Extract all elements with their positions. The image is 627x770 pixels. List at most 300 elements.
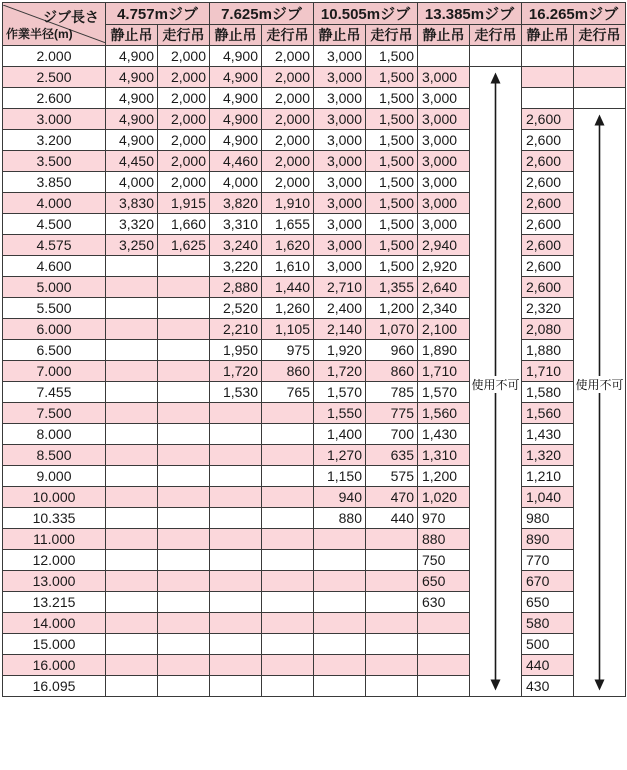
static-lift-header: 静止吊	[106, 25, 158, 46]
unusable-cell	[470, 403, 522, 424]
load-value-cell: 3,250	[106, 235, 158, 256]
empty-cell	[106, 571, 158, 592]
load-value-cell: 2,000	[262, 172, 314, 193]
empty-cell	[418, 46, 470, 67]
table-row	[3, 592, 626, 613]
load-value-cell: 750	[418, 550, 470, 571]
load-value-cell: 1,570	[418, 382, 470, 403]
table-row	[3, 676, 626, 697]
unusable-cell	[470, 235, 522, 256]
load-value-cell: 975	[262, 340, 314, 361]
work-radius-cell: 2.600	[3, 88, 106, 109]
unusable-cell	[574, 571, 626, 592]
empty-cell	[314, 550, 366, 571]
unusable-cell	[574, 172, 626, 193]
work-radius-label: 作業半径(m)	[6, 27, 73, 41]
unusable-cell	[470, 256, 522, 277]
unusable-cell	[470, 634, 522, 655]
work-radius-cell: 3.000	[3, 109, 106, 130]
load-value-cell: 2,000	[262, 109, 314, 130]
unusable-cell	[470, 571, 522, 592]
load-value-cell: 2,940	[418, 235, 470, 256]
table-row	[3, 46, 626, 67]
empty-cell	[262, 634, 314, 655]
load-value-cell: 2,000	[158, 67, 210, 88]
load-value-cell: 2,600	[522, 235, 574, 256]
empty-cell	[314, 529, 366, 550]
unusable-cell	[574, 403, 626, 424]
load-value-cell: 3,000	[314, 109, 366, 130]
load-value-cell: 890	[522, 529, 574, 550]
load-value-cell: 1,020	[418, 487, 470, 508]
empty-cell	[106, 277, 158, 298]
empty-cell	[262, 550, 314, 571]
unusable-cell	[574, 130, 626, 151]
jib-length-label: ジブ長さ	[43, 9, 99, 25]
load-value-cell: 1,500	[366, 109, 418, 130]
load-value-cell: 3,220	[210, 256, 262, 277]
load-value-cell: 2,880	[210, 277, 262, 298]
unusable-cell	[470, 508, 522, 529]
empty-cell	[262, 592, 314, 613]
load-value-cell: 3,000	[314, 214, 366, 235]
load-value-cell: 1,560	[418, 403, 470, 424]
empty-cell	[314, 592, 366, 613]
table-row	[3, 340, 626, 361]
table-row	[3, 508, 626, 529]
load-value-cell: 2,100	[418, 319, 470, 340]
empty-cell	[314, 613, 366, 634]
unusable-cell	[574, 613, 626, 634]
table-row	[3, 298, 626, 319]
work-radius-cell: 3.850	[3, 172, 106, 193]
empty-cell	[106, 676, 158, 697]
empty-cell	[366, 529, 418, 550]
empty-cell	[522, 88, 574, 109]
load-value-cell: 1,880	[522, 340, 574, 361]
table-row	[3, 151, 626, 172]
load-value-cell: 2,000	[262, 67, 314, 88]
empty-cell	[158, 424, 210, 445]
empty-cell	[522, 67, 574, 88]
load-value-cell: 4,000	[106, 172, 158, 193]
empty-cell	[106, 550, 158, 571]
load-value-cell: 2,600	[522, 256, 574, 277]
work-radius-cell: 13.215	[3, 592, 106, 613]
load-value-cell: 2,000	[158, 130, 210, 151]
work-radius-cell: 4.500	[3, 214, 106, 235]
unusable-cell	[470, 340, 522, 361]
empty-cell	[158, 361, 210, 382]
static-lift-header: 静止吊	[210, 25, 262, 46]
table-row	[3, 571, 626, 592]
work-radius-cell: 14.000	[3, 613, 106, 634]
empty-cell	[158, 403, 210, 424]
load-value-cell: 1,710	[522, 361, 574, 382]
table-row	[3, 487, 626, 508]
load-value-cell: 3,000	[314, 235, 366, 256]
empty-cell	[210, 613, 262, 634]
load-value-cell: 3,000	[418, 109, 470, 130]
work-radius-cell: 9.000	[3, 466, 106, 487]
load-value-cell: 2,000	[158, 151, 210, 172]
load-value-cell: 3,240	[210, 235, 262, 256]
jib-header: 7.625mジブ	[210, 3, 314, 25]
load-value-cell: 940	[314, 487, 366, 508]
load-value-cell: 1,040	[522, 487, 574, 508]
empty-cell	[366, 613, 418, 634]
load-value-cell: 2,600	[522, 151, 574, 172]
load-value-cell: 1,320	[522, 445, 574, 466]
load-value-cell: 3,000	[314, 67, 366, 88]
table-row	[3, 382, 626, 403]
load-value-cell: 2,600	[522, 109, 574, 130]
load-value-cell: 3,830	[106, 193, 158, 214]
unusable-cell	[470, 172, 522, 193]
travel-lift-header: 走行吊	[470, 25, 522, 46]
unusable-cell	[470, 592, 522, 613]
load-value-cell: 630	[418, 592, 470, 613]
unusable-cell	[574, 487, 626, 508]
empty-cell	[210, 529, 262, 550]
empty-cell	[314, 655, 366, 676]
work-radius-cell: 4.000	[3, 193, 106, 214]
load-value-cell: 4,900	[210, 109, 262, 130]
unusable-cell	[470, 613, 522, 634]
load-value-cell: 4,460	[210, 151, 262, 172]
load-value-cell: 1,500	[366, 214, 418, 235]
empty-cell	[262, 655, 314, 676]
empty-cell	[158, 256, 210, 277]
unusable-cell	[470, 529, 522, 550]
empty-cell	[262, 445, 314, 466]
load-value-cell: 670	[522, 571, 574, 592]
table-row	[3, 277, 626, 298]
load-value-cell: 1,580	[522, 382, 574, 403]
unusable-cell	[470, 550, 522, 571]
load-value-cell: 1,210	[522, 466, 574, 487]
load-value-cell: 1,550	[314, 403, 366, 424]
load-value-cell: 1,625	[158, 235, 210, 256]
load-value-cell: 880	[314, 508, 366, 529]
empty-cell	[106, 403, 158, 424]
unusable-cell	[574, 235, 626, 256]
empty-cell	[366, 571, 418, 592]
unusable-cell	[470, 109, 522, 130]
load-value-cell: 1,200	[418, 466, 470, 487]
empty-cell	[210, 634, 262, 655]
load-value-cell: 1,430	[522, 424, 574, 445]
table-row	[3, 424, 626, 445]
load-value-cell: 430	[522, 676, 574, 697]
load-value-cell: 4,900	[106, 88, 158, 109]
table-row	[3, 109, 626, 130]
load-value-cell: 1,655	[262, 214, 314, 235]
table-row	[3, 172, 626, 193]
unusable-cell	[574, 466, 626, 487]
empty-cell	[106, 319, 158, 340]
empty-cell	[418, 613, 470, 634]
unusable-cell	[470, 676, 522, 697]
empty-cell	[106, 340, 158, 361]
work-radius-cell: 5.500	[3, 298, 106, 319]
load-value-cell: 2,000	[262, 46, 314, 67]
empty-cell	[158, 571, 210, 592]
unusable-cell	[470, 319, 522, 340]
work-radius-cell: 10.000	[3, 487, 106, 508]
table-row	[3, 256, 626, 277]
load-value-cell: 960	[366, 340, 418, 361]
load-value-cell: 1,105	[262, 319, 314, 340]
work-radius-cell: 2.000	[3, 46, 106, 67]
work-radius-cell: 15.000	[3, 634, 106, 655]
load-value-cell: 4,900	[210, 130, 262, 151]
load-value-cell: 785	[366, 382, 418, 403]
work-radius-cell: 8.000	[3, 424, 106, 445]
load-value-cell: 3,820	[210, 193, 262, 214]
load-value-cell: 2,320	[522, 298, 574, 319]
empty-cell	[158, 508, 210, 529]
empty-cell	[158, 319, 210, 340]
load-value-cell: 3,000	[314, 193, 366, 214]
load-value-cell: 1,150	[314, 466, 366, 487]
empty-cell	[106, 382, 158, 403]
load-value-cell: 1,430	[418, 424, 470, 445]
empty-cell	[106, 529, 158, 550]
load-value-cell: 1,950	[210, 340, 262, 361]
unusable-cell	[574, 655, 626, 676]
load-value-cell: 4,900	[210, 46, 262, 67]
empty-cell	[418, 634, 470, 655]
unusable-cell	[574, 256, 626, 277]
load-value-cell: 1,710	[418, 361, 470, 382]
load-value-cell: 1,500	[366, 256, 418, 277]
work-radius-cell: 8.500	[3, 445, 106, 466]
load-value-cell: 1,270	[314, 445, 366, 466]
empty-cell	[158, 487, 210, 508]
load-value-cell: 4,900	[106, 109, 158, 130]
empty-cell	[106, 613, 158, 634]
empty-cell	[522, 46, 574, 67]
load-value-cell: 4,000	[210, 172, 262, 193]
static-lift-header: 静止吊	[314, 25, 366, 46]
empty-cell	[158, 613, 210, 634]
load-value-cell: 4,900	[210, 88, 262, 109]
load-value-cell: 1,500	[366, 67, 418, 88]
load-value-cell: 3,310	[210, 214, 262, 235]
load-value-cell: 440	[522, 655, 574, 676]
empty-cell	[262, 403, 314, 424]
load-value-cell: 3,320	[106, 214, 158, 235]
empty-cell	[262, 424, 314, 445]
travel-lift-header: 走行吊	[574, 25, 626, 46]
table-row	[3, 613, 626, 634]
empty-cell	[366, 634, 418, 655]
load-value-cell: 3,000	[314, 172, 366, 193]
empty-cell	[158, 445, 210, 466]
load-value-cell: 2,600	[522, 172, 574, 193]
empty-cell	[106, 361, 158, 382]
work-radius-cell: 3.500	[3, 151, 106, 172]
unusable-cell	[470, 424, 522, 445]
static-lift-header: 静止吊	[522, 25, 574, 46]
load-value-cell: 4,450	[106, 151, 158, 172]
table-row	[3, 361, 626, 382]
load-chart-table	[2, 2, 626, 697]
empty-cell	[314, 634, 366, 655]
unusable-label-16265: 使用不可	[575, 377, 624, 392]
load-value-cell: 2,600	[522, 193, 574, 214]
empty-cell	[106, 445, 158, 466]
unusable-cell	[470, 655, 522, 676]
unusable-cell	[574, 529, 626, 550]
empty-cell	[366, 550, 418, 571]
load-value-cell: 1,500	[366, 88, 418, 109]
table-row	[3, 319, 626, 340]
load-value-cell: 575	[366, 466, 418, 487]
empty-cell	[158, 298, 210, 319]
unusable-cell	[574, 424, 626, 445]
unusable-cell	[574, 676, 626, 697]
empty-cell	[210, 466, 262, 487]
empty-cell	[210, 424, 262, 445]
work-radius-cell: 7.500	[3, 403, 106, 424]
load-value-cell: 3,000	[314, 46, 366, 67]
load-value-cell: 470	[366, 487, 418, 508]
load-value-cell: 1,440	[262, 277, 314, 298]
unusable-cell	[574, 550, 626, 571]
load-value-cell: 970	[418, 508, 470, 529]
load-value-cell: 1,720	[314, 361, 366, 382]
load-value-cell: 3,000	[314, 130, 366, 151]
travel-lift-header: 走行吊	[262, 25, 314, 46]
table-row	[3, 193, 626, 214]
empty-cell	[210, 487, 262, 508]
load-value-cell: 765	[262, 382, 314, 403]
load-value-cell: 2,210	[210, 319, 262, 340]
unusable-cell	[574, 445, 626, 466]
load-value-cell: 880	[418, 529, 470, 550]
load-value-cell: 500	[522, 634, 574, 655]
empty-cell	[262, 613, 314, 634]
unusable-cell	[470, 130, 522, 151]
work-radius-cell: 7.455	[3, 382, 106, 403]
load-value-cell: 3,000	[418, 214, 470, 235]
work-radius-cell: 5.000	[3, 277, 106, 298]
load-value-cell: 650	[418, 571, 470, 592]
empty-cell	[262, 466, 314, 487]
load-value-cell: 650	[522, 592, 574, 613]
table-row	[3, 67, 626, 88]
empty-cell	[470, 46, 522, 67]
load-value-cell: 4,900	[106, 46, 158, 67]
empty-cell	[574, 67, 626, 88]
travel-lift-header: 走行吊	[366, 25, 418, 46]
load-value-cell: 2,600	[522, 130, 574, 151]
table-row	[3, 529, 626, 550]
load-value-cell: 2,000	[158, 88, 210, 109]
unusable-cell	[470, 466, 522, 487]
load-value-cell: 2,000	[262, 130, 314, 151]
load-value-cell: 1,500	[366, 172, 418, 193]
work-radius-cell: 16.095	[3, 676, 106, 697]
table-row	[3, 88, 626, 109]
empty-cell	[366, 655, 418, 676]
load-value-cell: 770	[522, 550, 574, 571]
empty-cell	[574, 88, 626, 109]
load-value-cell: 3,000	[314, 151, 366, 172]
empty-cell	[210, 592, 262, 613]
work-radius-cell: 11.000	[3, 529, 106, 550]
unusable-cell	[574, 193, 626, 214]
load-value-cell: 3,000	[418, 151, 470, 172]
unusable-cell	[574, 277, 626, 298]
unusable-cell	[470, 67, 522, 88]
empty-cell	[314, 676, 366, 697]
load-value-cell: 1,920	[314, 340, 366, 361]
empty-cell	[262, 487, 314, 508]
unusable-cell	[470, 151, 522, 172]
load-value-cell: 1,910	[262, 193, 314, 214]
load-value-cell: 3,000	[418, 67, 470, 88]
load-value-cell: 860	[366, 361, 418, 382]
empty-cell	[158, 382, 210, 403]
empty-cell	[106, 424, 158, 445]
load-value-cell: 700	[366, 424, 418, 445]
load-value-cell: 440	[366, 508, 418, 529]
empty-cell	[262, 676, 314, 697]
load-value-cell: 2,080	[522, 319, 574, 340]
empty-cell	[262, 508, 314, 529]
load-value-cell: 2,000	[158, 46, 210, 67]
empty-cell	[106, 256, 158, 277]
empty-cell	[158, 634, 210, 655]
empty-cell	[210, 445, 262, 466]
unusable-cell	[470, 445, 522, 466]
load-value-cell: 2,920	[418, 256, 470, 277]
load-value-cell: 4,900	[210, 67, 262, 88]
load-value-cell: 1,610	[262, 256, 314, 277]
empty-cell	[106, 592, 158, 613]
load-value-cell: 1,500	[366, 151, 418, 172]
empty-cell	[210, 655, 262, 676]
empty-cell	[158, 676, 210, 697]
load-value-cell: 1,200	[366, 298, 418, 319]
load-value-cell: 1,070	[366, 319, 418, 340]
empty-cell	[366, 676, 418, 697]
unusable-cell	[470, 193, 522, 214]
empty-cell	[158, 529, 210, 550]
work-radius-cell: 6.500	[3, 340, 106, 361]
table-row	[3, 403, 626, 424]
load-value-cell: 4,900	[106, 130, 158, 151]
load-value-cell: 1,500	[366, 193, 418, 214]
unusable-cell	[470, 487, 522, 508]
empty-cell	[106, 655, 158, 676]
load-value-cell: 980	[522, 508, 574, 529]
load-value-cell: 2,710	[314, 277, 366, 298]
empty-cell	[210, 403, 262, 424]
work-radius-cell: 13.000	[3, 571, 106, 592]
empty-cell	[418, 676, 470, 697]
empty-cell	[574, 46, 626, 67]
load-value-cell: 635	[366, 445, 418, 466]
unusable-cell	[574, 151, 626, 172]
empty-cell	[262, 529, 314, 550]
load-value-cell: 1,500	[366, 130, 418, 151]
unusable-cell	[574, 592, 626, 613]
empty-cell	[106, 466, 158, 487]
